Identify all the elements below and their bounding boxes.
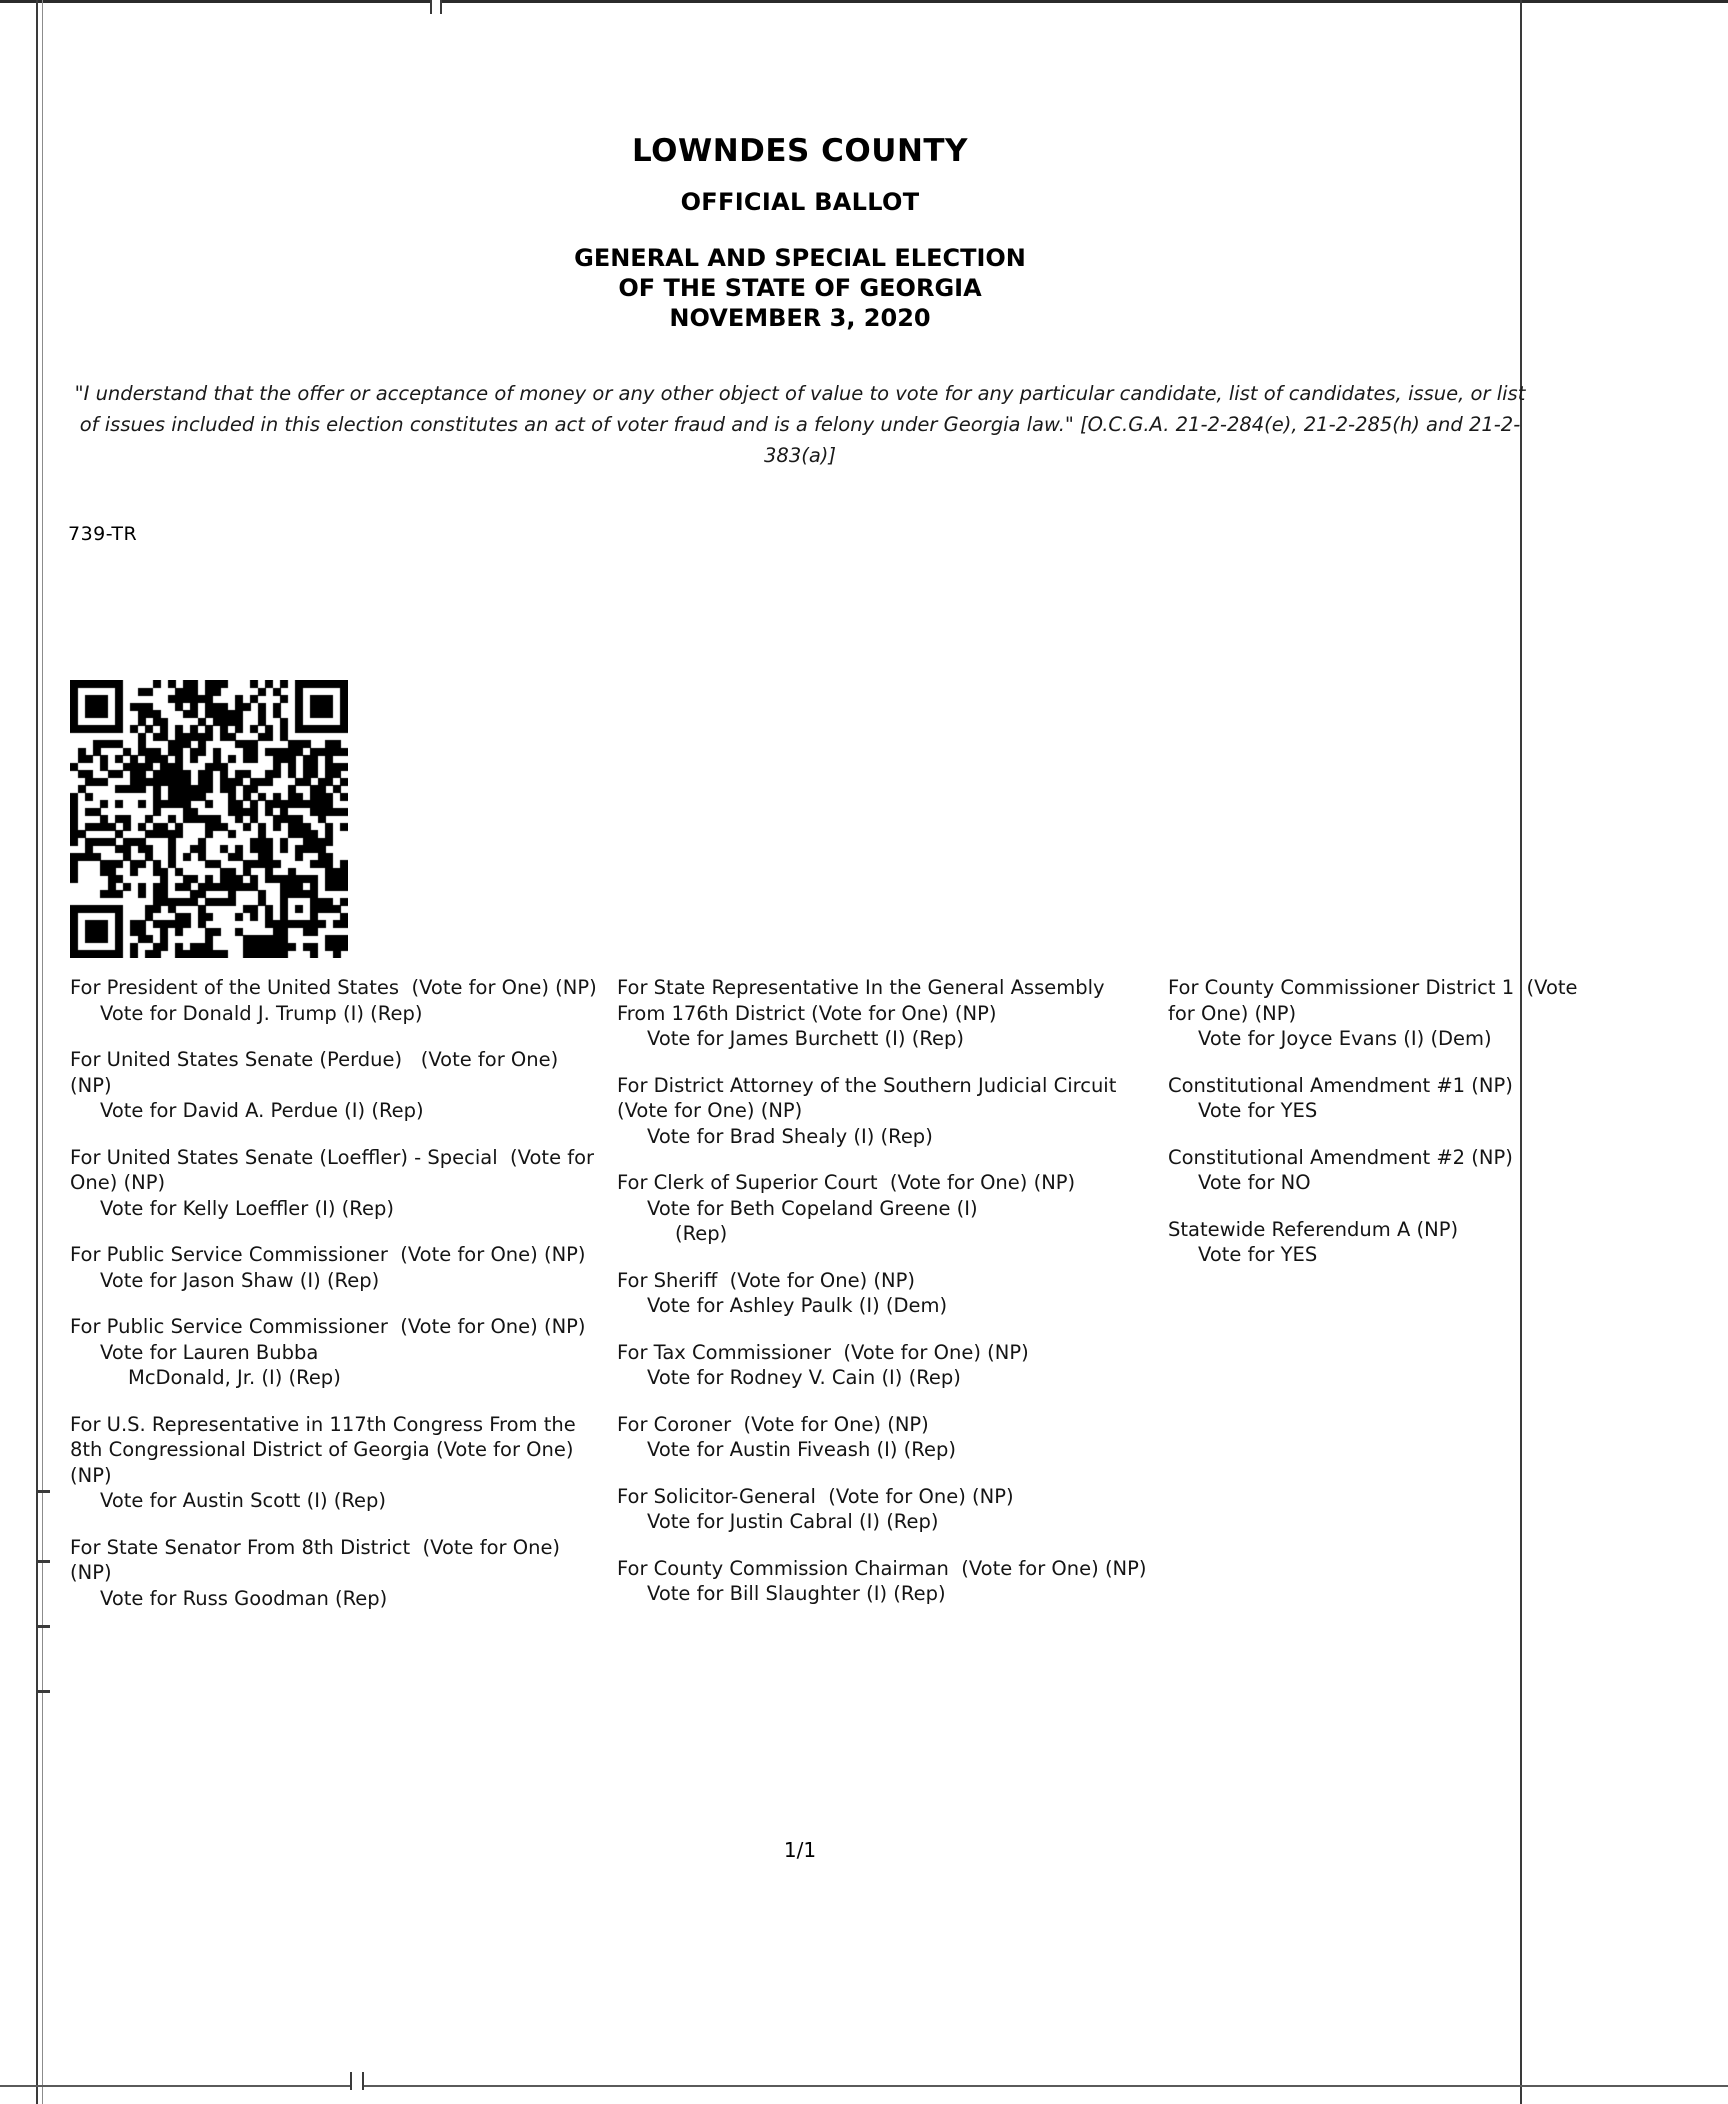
page-edge-tick [36, 1690, 50, 1693]
contest-choice: (Rep) [675, 1222, 728, 1245]
election-title-line-2: OF THE STATE OF GEORGIA [618, 274, 982, 302]
contest-block [617, 975, 1152, 1052]
page-edge-bottom [0, 2085, 1728, 2087]
contest-title: Constitutional Amendment #1 (NP) [1168, 1073, 1513, 1097]
contest-title: For State Representative In the General Assembly From 176th District (Vote for One) (NP) [617, 976, 1111, 1025]
contest-title: For United States Senate (Loeffler) - Special (Vote for One) (NP) [70, 1145, 601, 1194]
ballot-election-title [0, 243, 1600, 333]
contest-block [70, 1535, 600, 1612]
contest-title: For U.S. Representative in 117th Congress From the 8th Congressional District of Georgia (Vote for One) (NP) [70, 1412, 582, 1487]
contest-choice: Vote for Rodney V. Cain (I) (Rep) [647, 1366, 961, 1389]
contest-block [70, 1145, 600, 1222]
contest-block [70, 1412, 600, 1514]
contest-choice: Vote for Jason Shaw (I) (Rep) [100, 1268, 380, 1292]
contest-choice: Vote for James Burchett (I) (Rep) [647, 1027, 964, 1050]
contest-choice: Vote for Justin Cabral (I) (Rep) [647, 1510, 939, 1533]
contest-block [617, 1170, 1152, 1247]
voter-affirmation-text: "I understand that the offer or acceptance of money or any other object of value to vote for any particular candidate, list of candidates, issue, or list of issues included in this election constitutes an act of voter fraud and is a felony under Georgia law." [O.C.G.A. 21-2-284(e), 21-2-285(h) and 21-2-383(a)] [74, 382, 1526, 467]
contest-choice: Vote for Brad Shealy (I) (Rep) [647, 1124, 933, 1148]
ballot-official-title: OFFICIAL BALLOT [680, 188, 920, 216]
contest-block [1168, 1217, 1588, 1268]
page-number: 1/1 [783, 1838, 817, 1862]
contest-choice: Vote for Russ Goodman (Rep) [100, 1586, 388, 1610]
contest-choice: Vote for Austin Fiveash (I) (Rep) [647, 1438, 956, 1461]
election-date: NOVEMBER 3, 2020 [669, 304, 931, 332]
page-edge-tick [36, 1490, 50, 1493]
contest-block [70, 1047, 600, 1124]
contest-column-2 [617, 975, 1152, 1628]
contest-block [70, 975, 600, 1026]
page-edge-tick [36, 1625, 50, 1628]
ballot-style-id: 739-TR [68, 523, 138, 545]
contest-block [1168, 1073, 1588, 1124]
contest-title: Statewide Referendum A (NP) [1168, 1217, 1459, 1241]
contest-title: For Clerk of Superior Court (Vote for One) (NP) [617, 1171, 1076, 1194]
contest-title: For District Attorney of the Southern Judicial Circuit (Vote for One) (NP) [617, 1073, 1129, 1122]
contest-block [1168, 1145, 1588, 1196]
contest-choice: Vote for Kelly Loeffler (I) (Rep) [100, 1196, 394, 1220]
contest-choice: Vote for Ashley Paulk (I) (Dem) [647, 1294, 948, 1317]
contest-choice: Vote for Beth Copeland Greene (I) [647, 1196, 978, 1220]
contest-choice: Vote for YES [1198, 1099, 1318, 1122]
contest-block [617, 1412, 1152, 1463]
contest-title: For United States Senate (Perdue) (Vote for One) (NP) [70, 1048, 565, 1097]
contest-block [617, 1556, 1152, 1607]
contest-choice: Vote for NO [1198, 1171, 1311, 1194]
election-title-line-1: GENERAL AND SPECIAL ELECTION [574, 244, 1026, 272]
contest-choice: Vote for Donald J. Trump (I) (Rep) [100, 1001, 423, 1025]
contest-title: For Tax Commissioner (Vote for One) (NP) [617, 1340, 1029, 1364]
ballot-county-title: LOWNDES COUNTY [632, 133, 968, 169]
contest-block [617, 1268, 1152, 1319]
contest-title: For Solicitor-General (Vote for One) (NP) [617, 1484, 1014, 1508]
qr-code [70, 680, 348, 958]
contest-choice: Vote for Lauren Bubba [100, 1340, 319, 1364]
contest-block [617, 1073, 1152, 1150]
contest-column-1 [70, 975, 600, 1632]
contest-title: For Coroner (Vote for One) (NP) [617, 1412, 929, 1436]
page-edge-notch-bottom [350, 2072, 364, 2090]
contest-block [1168, 975, 1588, 1052]
page-edge-notch-top [430, 0, 442, 14]
contest-title: Constitutional Amendment #2 (NP) [1168, 1145, 1513, 1169]
contest-block [70, 1314, 600, 1391]
contest-title: For Public Service Commissioner (Vote for One) (NP) [70, 1315, 586, 1338]
contest-choice: Vote for Joyce Evans (I) (Dem) [1198, 1027, 1492, 1050]
contest-choice: Vote for David A. Perdue (I) (Rep) [100, 1099, 424, 1122]
contest-title: For County Commissioner District 1 (Vote for One) (NP) [1168, 976, 1584, 1025]
contest-column-3 [1168, 975, 1588, 1289]
contest-title: For Sheriff (Vote for One) (NP) [617, 1268, 915, 1292]
contest-choice: Vote for YES [1198, 1243, 1318, 1266]
contest-block [617, 1484, 1152, 1535]
contest-title: For County Commission Chairman (Vote for One) (NP) [617, 1556, 1147, 1580]
contest-title: For President of the United States (Vote for One) (NP) [70, 976, 597, 999]
contest-choice: Vote for Austin Scott (I) (Rep) [100, 1489, 387, 1512]
contest-title: For Public Service Commissioner (Vote for One) (NP) [70, 1243, 586, 1266]
page-edge-tick [36, 1560, 50, 1563]
contest-choice: McDonald, Jr. (I) (Rep) [128, 1366, 341, 1389]
contest-block [70, 1242, 600, 1293]
contest-title: For State Senator From 8th District (Vote for One) (NP) [70, 1535, 567, 1584]
contest-choice: Vote for Bill Slaughter (I) (Rep) [647, 1582, 946, 1605]
contest-block [617, 1340, 1152, 1391]
page-edge-top [0, 0, 1728, 3]
